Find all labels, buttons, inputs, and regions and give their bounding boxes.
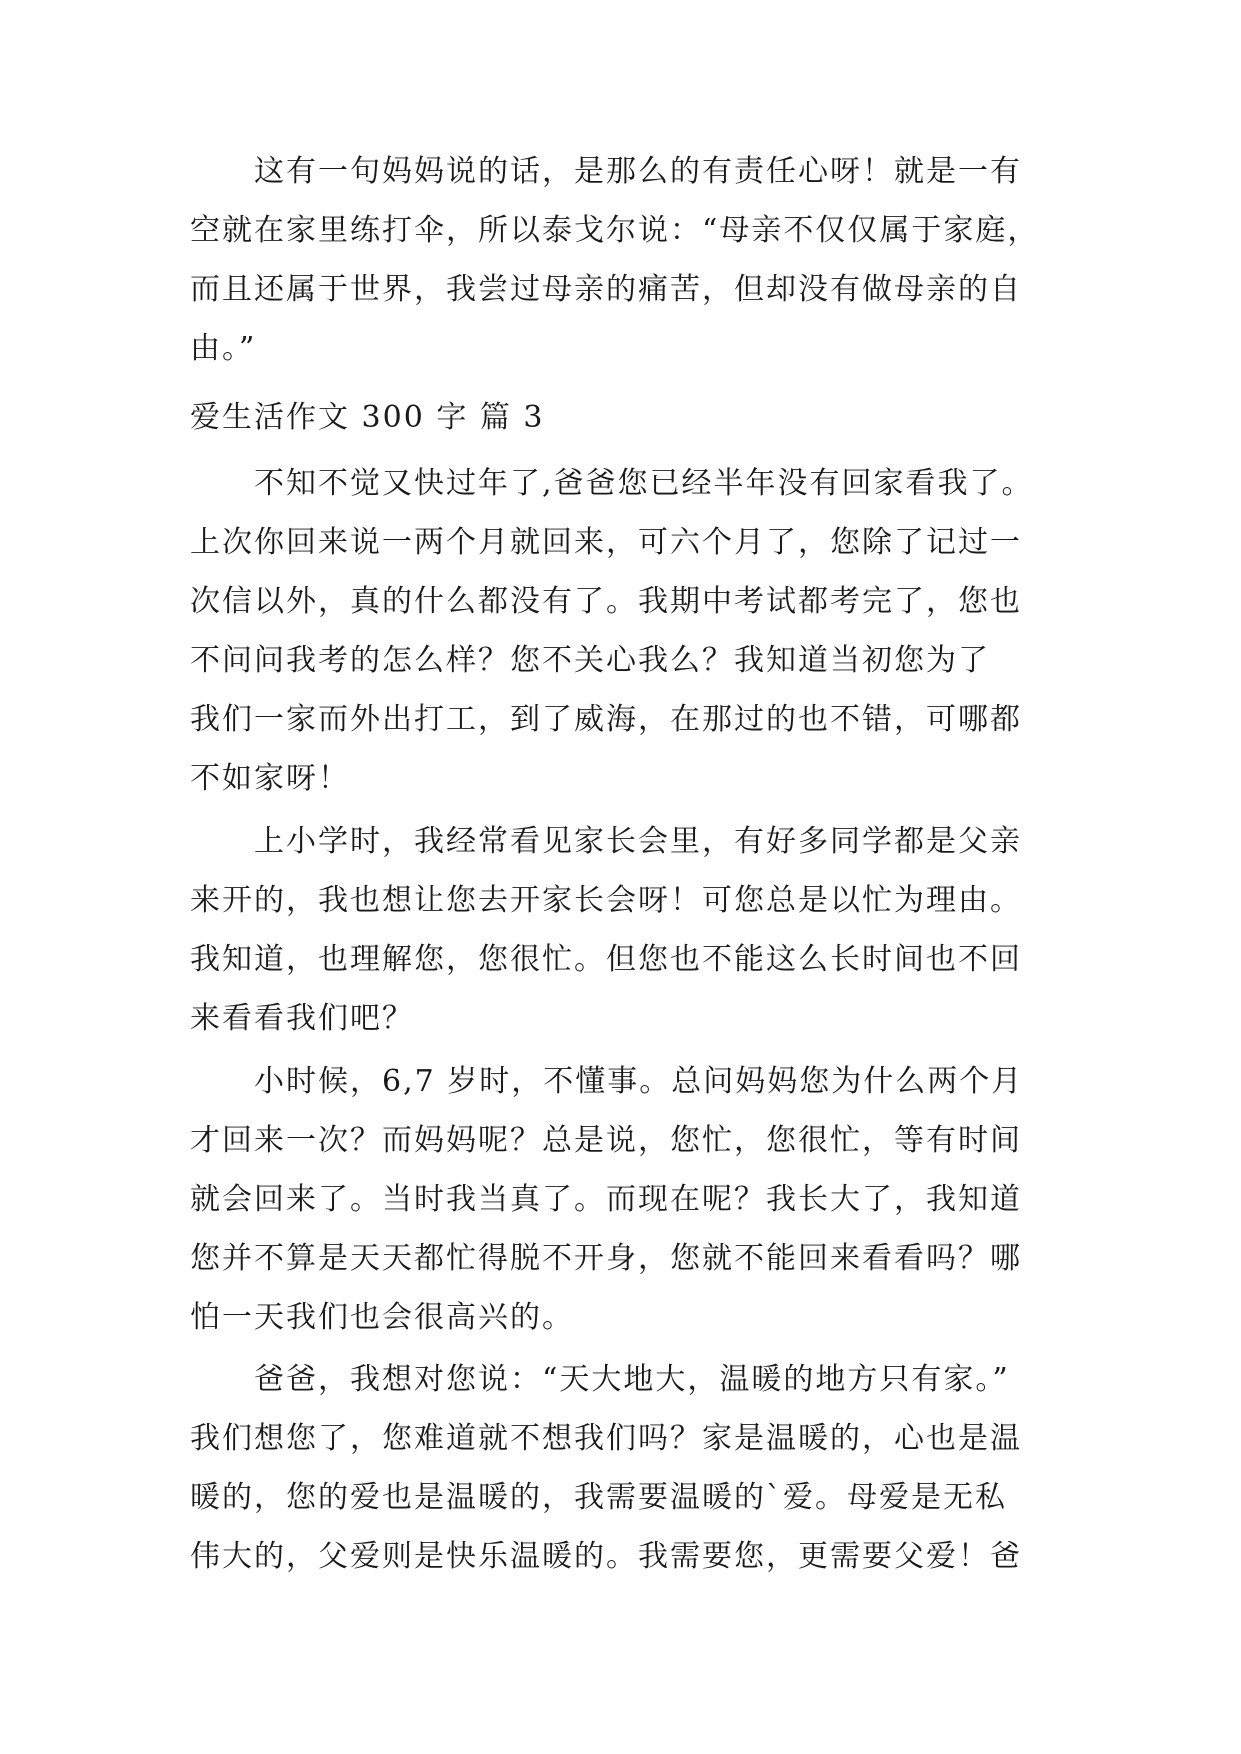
text-line: 次信以外，真的什么都没有了。我期中考试都考完了，您也 <box>190 584 1022 619</box>
text-line: 我知道，也理解您，您很忙。但您也不能这么长时间也不回 <box>190 942 1022 977</box>
text-line: 才回来一次？而妈妈呢？总是说，您忙，您很忙，等有时间 <box>190 1123 1022 1158</box>
text-line: 就会回来了。当时我当真了。而现在呢？我长大了，我知道 <box>190 1182 1022 1217</box>
text-line: 上小学时，我经常看见家长会里，有好多同学都是父亲 <box>254 824 1022 859</box>
text-line: 伟大的，父爱则是快乐温暖的。我需要您，更需要父爱！爸 <box>190 1539 1022 1574</box>
text-line: 空就在家里练打伞，所以泰戈尔说：“母亲不仅仅属于家庭， <box>190 213 1040 248</box>
section-heading: 爱生活作文 300 字 篇 3 <box>190 400 545 435</box>
text-line: 不问问我考的怎么样？您不关心我么？我知道当初您为了 <box>190 643 990 678</box>
text-line: 我们一家而外出打工，到了威海，在那过的也不错，可哪都 <box>190 702 1022 737</box>
text-line: 来开的，我也想让您去开家长会呀！可您总是以忙为理由。 <box>190 883 1022 918</box>
text-line: 来看看我们吧？ <box>190 1001 414 1036</box>
text-line: 上次你回来说一两个月就回来，可六个月了，您除了记过一 <box>190 525 1022 560</box>
text-line: 由。” <box>190 331 257 366</box>
text-line: 不知不觉又快过年了,爸爸您已经半年没有回家看我了。 <box>254 466 1034 501</box>
text-line: 不如家呀！ <box>190 761 350 796</box>
text-line: 怕一天我们也会很高兴的。 <box>190 1300 574 1335</box>
text-line: 这有一句妈妈说的话，是那么的有责任心呀！就是一有 <box>254 154 1022 189</box>
text-line: 而且还属于世界，我尝过母亲的痛苦，但却没有做母亲的自 <box>190 272 1022 307</box>
text-line: 您并不算是天天都忙得脱不开身，您就不能回来看看吗？哪 <box>190 1241 1022 1276</box>
text-line: 爸爸，我想对您说：“天大地大，温暖的地方只有家。” <box>254 1362 1010 1397</box>
text-line: 小时候，6,7 岁时，不懂事。总问妈妈您为什么两个月 <box>254 1064 1024 1099</box>
text-line: 暖的，您的爱也是温暖的，我需要温暖的`爱。母爱是无私 <box>190 1480 1007 1515</box>
text-line: 我们想您了，您难道就不想我们吗？家是温暖的，心也是温 <box>190 1421 1022 1456</box>
